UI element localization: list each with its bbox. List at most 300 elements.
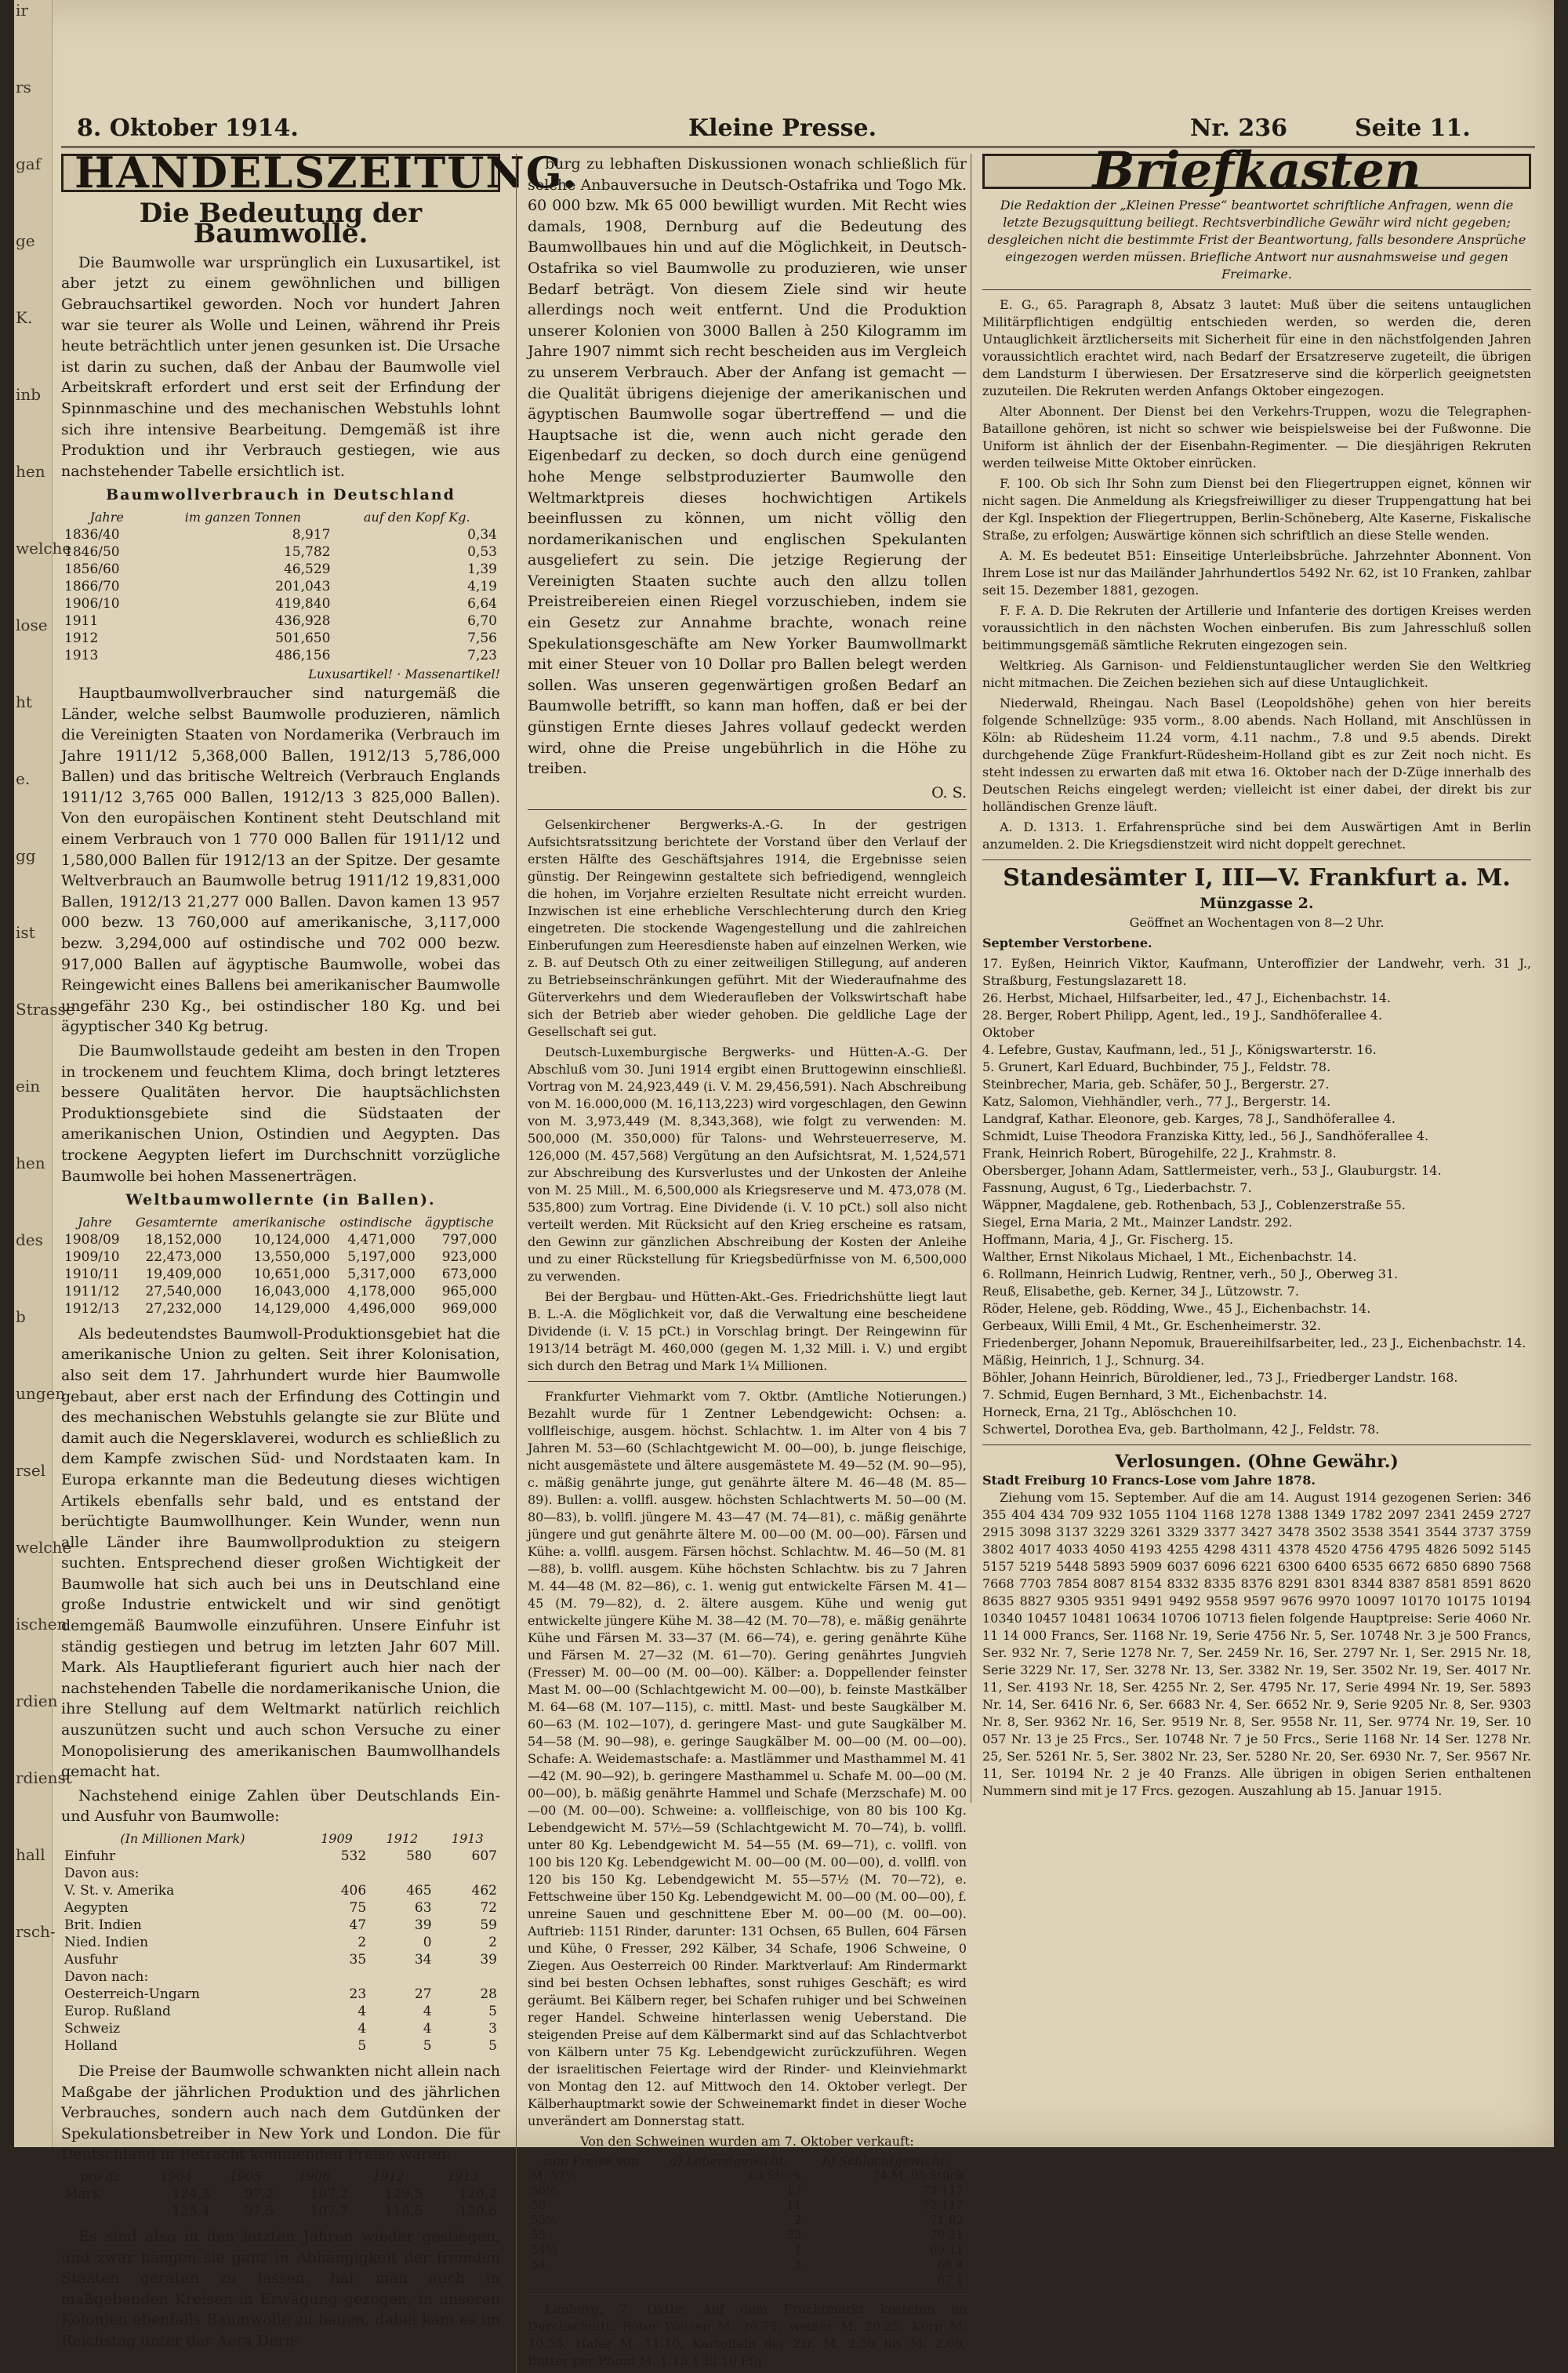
table-header-cell: zum Preise von [542,2153,639,2169]
table-cell: 19,409,000 [145,1266,222,1282]
margin-fragment: e. [16,769,31,788]
table-header-cell: Gesamternte [135,1214,218,1230]
death-entry: Mäßig, Heinrich, 1 J., Schnurg. 34. [982,1352,1205,1368]
margin-fragment: gaf [16,154,42,173]
table-cell: 1912 [64,630,99,646]
table-row [61,1899,500,1917]
table-cell: Einfuhr [64,1848,116,1864]
table-cell: 4 [423,2004,432,2019]
table-cell: 1909/10 [64,1248,120,1265]
table-cell: 27 [414,1986,432,2002]
table-cell [528,2273,653,2288]
table-header-cell: ägyptische [425,1214,494,1230]
section-masthead-briefkasten: Briefkasten [982,154,1531,189]
table-row [61,612,500,630]
table-row [61,2186,500,2203]
margin-fragment: K. [16,308,33,327]
table-cell: Davon nach: [64,1969,149,1985]
table-row [61,1986,500,2003]
margin-fragment: hen [16,1154,45,1172]
table-cell: 486,156 [275,647,331,663]
table-cell: 23 [786,2228,802,2243]
margin-fragment: inb [16,385,42,404]
margin-fragment: ischen [16,1615,67,1633]
table-cell: 18,152,000 [145,1231,222,1248]
briefkasten-entry: Alter Abonnent. Der Dienst bei den Verkehrs-Truppen, wozu die Telegraphen-Bataillone gehören, ist nicht so schwer wie beispielsweise bei der Fußwonne. Die Uniform ist ähnlich der der Eisenbahn-Regimenter. — Die diesjährigen Rekruten werden teilweise Mitte Oktober einrücken. [982,403,1531,471]
table-cell: 3 [793,2258,802,2273]
table-row [61,526,500,543]
table-row [61,595,500,612]
margin-fragment: des [16,1230,43,1249]
table-cell: 68 4 [937,2258,964,2273]
table-cell: 10,124,000 [253,1231,330,1248]
table-header-cell: (In Millionen Mark) [120,1831,245,1846]
table-cell: 97,5 [244,2203,274,2219]
margin-fragment: rs [16,78,31,96]
article-paragraph: burg zu lebhaften Diskussionen wonach schließlich für solche Anbauversuche in Deutsch-Ostafrika und Togo Mk. 60 000 bzw. Mk 65 000 bewilligt wurden. Mit Recht wies damals, 1908, Dernburg auf die Bedeutung des Baumwollbaues hin und auf die Möglichkeit, in Deutsch-Ostafrika so viel Baumwolle zu produzieren, wie unser Bedarf beträgt. Von diesem Ziele sind wir heute allerdings noch weit entfernt. Und die Produktion unserer Kolonien von 3000 Ballen à 250 Kilogramm im Jahre 1907 nimmt sich recht bescheiden aus im Vergleich zu unserem Verbrauch. Aber der Anfang ist gemacht — die Qualität übrigens diejenige der amerikanischen und ägyptischen Baumwolle sogar übertreffend — und die Hauptsache ist die, wenn auch nicht gerade den Eigenbedarf zu decken, so doch durch eine genügend hohe Menge selbstproduzierter Baumwolle den Weltmarktpreis dieses hochwichtigen Artikels beeinflussen zu können, um nicht völlig den nordamerikanischen und englischen Spekulanten ausgeliefert zu sein. Die jetzige Regierung der Vereinigten Staaten suchte auch den allzu tollen Preistreibereien einen Riegel vorzuschieben, indem sie ein Gesetz zur Annahme brachte, wonach reine Spekulationsgeschäfte am New Yorker Baumwollmarkt mit einer Steuer von 10 Dollar pro Ballen belegt werden sollen. Was unseren gegenwärtigen großen Bedarf an Baumwolle betrifft, so kann man hoffen, daß er bei der günstigen Ernte dieses Jahres vollauf gedeckt werden wird, ohne die Preise ungebührlich in die Höhe zu treiben. [528,155,967,778]
table-row [61,1300,500,1317]
table-cell: 107,2 [310,2186,349,2202]
briefkasten-entry: F. 100. Ob sich Ihr Sohn zum Dienst bei den Fliegertruppen eignet, können wir nicht sagen. Die Anmeldung als Kriegsfreiwilliger zu dieser Truppengattung hat bei der Kgl. Inspektion der Fliegertruppen, Berlin-Schöneberg, Alte Kaserne, Fiskalische Straße, zu erfolgen; Auswärtige können sich schriftlich an diese Stelle wenden. [982,475,1531,543]
table-cell: Ausfuhr [64,1952,118,1968]
table-header-cell: pro dz [79,2168,121,2184]
table-cell: 55½ [531,2213,557,2228]
table-cell: 201,043 [275,578,331,594]
table-cell: 15,782 [283,543,331,560]
table-cell: 7,23 [467,647,497,663]
table-cell: 1856/60 [64,561,120,577]
table-note-mass: Massenartikel! [405,666,500,681]
margin-fragment: gg [16,846,36,865]
standesamt-title: Standesämter I, III—V. Frankfurt a. M. [1003,863,1511,892]
table-row [61,578,500,595]
pig-sales-table [528,2153,967,2288]
table-cell: 27,232,000 [145,1300,222,1317]
table-cell: 1913 [64,647,99,663]
pig-table-title: Von den Schweinen wurden am 7. Oktober verkauft: [580,2134,914,2150]
table-cell: 97,2 [244,2186,274,2202]
table-cell: 72 [480,1900,497,1916]
table-cell: 4 [423,2021,432,2037]
table-cell: V. St. v. Amerika [64,1883,175,1899]
table-row [61,1951,500,1968]
table-cell: 67 1 [937,2273,964,2288]
table-header-cell: 1908 [298,2168,331,2184]
table-cell [304,1865,369,1882]
death-entry: Gerbeaux, Willi Emil, 4 Mt., Gr. Eschenheimerstr. 32. [982,1317,1322,1333]
table-cell: 74 M. 95 Stück [872,2168,964,2183]
table-cell: 969,000 [441,1300,497,1317]
consumption-table [61,509,500,664]
article-paragraph: Die Baumwolle war ursprünglich ein Luxusartikel, ist aber jetzt zu einem gewöhnlichen und billigen Gebrauchsartikel geworden. Noch vor hundert Jahren war sie teurer als Wolle und Leinen, während ihr Preis heute beträchtlich unter jenen gesunken ist. Die Ursache ist darin zu suchen, daß der Anbau der Baumwolle viel Arbeitskraft erfordert und erst seit der Erfindung der Spinnmaschine und des mechanischen Webstuhls lohnt sich ihre intensive Bearbeitung. Demgemäß ist ihre Produktion und ihr Verbrauch gestiegen, wie aus nachstehender Tabelle ersichtlich ist. [61,253,500,480]
margin-fragment: rdienst [16,1768,72,1787]
table-cell: 607 [471,1848,497,1864]
table-row [61,1968,500,1986]
table-cell: Schweiz [64,2021,121,2037]
deaths-list [982,955,1531,1438]
table-cell: 462 [471,1883,497,1899]
table-header-cell: im ganzen Tonnen [184,509,301,525]
table-cell [435,1865,500,1882]
table-row [528,2258,967,2273]
table-row [528,2228,967,2243]
death-entry: 28. Berger, Robert Philipp, Agent, led., 19 J., Sandhöferallee 4. [982,1007,1383,1023]
death-entry: Röder, Helene, geb. Rödding, Wwe., 45 J., Eichenbachstr. 14. [982,1300,1371,1316]
table-header-cell: 1913 [447,2168,479,2184]
table-cell: 1866/70 [64,578,120,594]
table-row [61,1248,500,1266]
death-entry: Steinbrecher, Maria, geb. Schäfer, 50 J., Bergerstr. 27. [982,1076,1330,1092]
table-row [61,630,500,647]
briefkasten-entry: Weltkrieg. Als Garnison- und Feldienstuntauglicher werden Sie den Weltkrieg nicht mitmachen. Die Zeichen beziehen sich auf diese Untauglichkeit. [982,657,1531,690]
newspaper-page [14,0,1554,2369]
table-header-cell: 1912 [386,1831,419,1846]
death-entry: 5. Grunert, Karl Eduard, Buchbinder, 75 J., Feldstr. 78. [982,1059,1331,1074]
margin-fragment: ir [16,1,28,20]
standesamt-hours: Geöffnet an Wochentagen von 8—2 Uhr. [1129,914,1385,930]
briefkasten-entries [982,296,1531,853]
table-cell: 125,4 [172,2203,210,2219]
table-row [528,2213,967,2228]
table-cell: 673,000 [441,1266,497,1282]
death-entry: Reuß, Elisabethe, geb. Kerner, 34 J., Lützowstr. 7. [982,1283,1299,1299]
table-cell: 4,178,000 [347,1283,416,1299]
header-issue-number: Nr. 236 [1190,114,1287,142]
table-row [61,2203,500,2220]
table-cell: 1836/40 [64,526,120,543]
death-entry: Fassnung, August, 6 Tg., Liederbachstr. 7. [982,1179,1252,1195]
table-cell: Mark [64,2186,100,2202]
header-paper-name: Kleine Presse. [688,114,877,142]
table-cell: 54 [531,2258,546,2273]
import-export-table [61,1830,500,2055]
table-cell: 55 [531,2228,546,2243]
table-cell: 39 [480,1952,497,1968]
table-cell: 5 [423,2038,432,2054]
article-paragraph: Die Baumwollstaude gedeiht am besten in den Tropen in trockenem und feuchtem Klima, doch bringt letzteres bessere Qualitäten hervor. Die hauptsächlichsten Produktionsgebiete sind die Südstaaten der amerikanischen Union, Ostindien und Aegypten. Das trockene Aegypten liefert im Durchschnitt vorzügliche Baumwolle bei hohen Massenerträgen. [61,1042,500,1185]
table-cell: 71 82 [930,2213,964,2228]
table-cell: 63 [414,1900,432,1916]
table-cell: 2 [358,1935,367,1950]
table-cell: 14,129,000 [253,1300,330,1317]
divider [528,809,967,810]
table-row [61,1266,500,1283]
table-title: Weltbaumwollernte (in Ballen). [125,1191,436,1209]
death-entry: 7. Schmid, Eugen Bernhard, 3 Mt., Eichenbachstr. 14. [982,1386,1327,1402]
section-masthead-handelszeitung: HANDELSZEITUNG. [61,154,500,192]
table-header-cell: 1905 [229,2168,262,2184]
table-header-cell: Jahre [78,1214,112,1230]
news-item: Limburg, 7. Oktbr. Auf dem Fruchtmarkt kosteten im Durchschnitt: Roter Weizen M. 20.75, weißer M. 20.25, Korn M. 10.55, Hafer M. 11.10, Kartoffeln der Ztr. M. 2.50 bis M. 2.60, Butter per Pfund M. 1.15 1 Ei 10 Pfg. [528,2302,967,2369]
death-entry: Katz, Salomon, Viehhändler, verh., 77 J., Bergerstr. 14. [982,1093,1331,1109]
table-cell: 59 [480,1917,497,1933]
divider [982,859,1531,860]
table-cell: 47 [349,1917,367,1933]
table-cell: 1,39 [467,561,497,577]
table-cell: 69 11 [930,2243,964,2258]
table-note-luxury: Luxusartikel! [308,666,394,681]
table-cell: 124,3 [172,2186,210,2202]
margin-fragment: welche [16,539,72,558]
table-header-cell: ostindische [339,1214,412,1230]
death-entry: Hoffmann, Maria, 4 J., Gr. Fischerg. 15. [982,1231,1234,1247]
table-cell: 923,000 [441,1248,497,1265]
header-page-number: Seite 11. [1355,114,1471,142]
table-header-cell: 1913 [451,1831,484,1846]
table-row [61,1934,500,1951]
table-cell: 1906/10 [64,595,120,612]
table-cell: 10,651,000 [253,1266,330,1282]
death-entry: Wäppner, Magdalene, geb. Rothenbach, 53 J., Coblenzerstraße 55. [982,1197,1406,1212]
table-cell: 4 [358,2021,367,2037]
table-cell: 34 [414,1952,432,1968]
table-row [61,1865,500,1882]
margin-fragment: rsch- [16,1922,56,1941]
table-cell: 5 [358,2038,367,2054]
table-cell: 130,6 [459,2203,497,2219]
table-cell: 4,19 [467,578,497,594]
table-header-cell: Jahre [89,509,124,525]
death-entry: Landgraf, Kathar. Eleonore, geb. Karges, 78 J., Sandhöferallee 4. [982,1110,1396,1126]
table-cell: 465 [406,1883,432,1899]
article-signature: O. S. [931,783,967,801]
margin-fragment: ein [16,1077,41,1096]
column-3 [971,141,1531,1803]
table-header-cell: 1904 [160,2168,192,2184]
table-cell: 72 117 [922,2198,964,2213]
column-1: HANDELSZEITUNG. Die Bedeutung der Baumwolle. Die Baumwolle war ursprünglich ein Luxusartikel, ist aber jetzt zu einem gewöhnlichen und billigen Gebrauchsartikel geworden. Noch vor hundert Jahren war sie teurer als Wolle und Leinen, während ihr Preis heute beträchtlich unter jenen gesunken ist. Die Ursache ist darin zu suchen, daß der Anbau der Baumwolle viel Arbeitskraft erfordert und erst seit der Erfindung der Spinnmaschine und des mechanischen Webstuhls lohnt sich ihre intensive Bearbeitung. Demgemäß ist ihre Produktion und ihr Verbrauch gestiegen, wie aus nachstehender Tabelle ersichtlich ist. Baumwollverbrauch in Deutschland Jahre im ganzen Tonnen auf den Kopf Kg. 1836/40 8,917 0,34 1846/50 15,782 0,53 1856/60 46,529 1,39 1866/70 201,043 4,19 1906/10 419,840 6,64 1911 436,928 6,70 1912 501,650 7,56 1913 486,156 7,23 Luxusartikel! · Massenartikel! Hauptbaumwollverbraucher sind naturgemäß die Länder, welche selbst Baumwolle produzieren, nämlich die Vereinigten Staaten von Nordamerika (Verbrauch im Jahre 1911/12 5,368,000 Ballen, 1912/13 5,786,000 Ballen) und das britische Weltreich (Verbrauch Englands 1911/12 3,765 000 Ballen, 1912/13 3 825,000 Ballen). Von den europäischen Kontinent steht Deutschland mit einem Verbrauch von 1 770 000 Ballen für 1911/12 und 1,580,000 Ballen für 1912/13 an der Spitze. Der gesamte Weltverbrauch an Baumwolle betrug 1911/12 19,831,000 Ballen, 1912/13 21,277 000 Ballen. Davon kamen 13 957 000 bezw. 13 760,000 auf amerikanische, 3,117,000 bezw. 3,294,000 auf ostindische und 702 000 bezw. 917,000 Ballen auf ägyptische Baumwolle, wobei das Reingewicht eines Ballens bei amerikanischer Baumwolle ungefähr 230 Kg., bei ostindischer 180 Kg. und bei ägyptischer 340 Kg betrug. Die Baumwollstaude gedeiht am besten in den Tropen in trockenem und feuchtem Klima, doch bringt letzteres bessere Qualitäten hervor. Die hauptsächlichsten Produktionsgebiete sind die Südstaaten der amerikanischen Union, Ostindien und Aegypten. Das trockene Aegypten liefert im Durchschnitt vorzügliche Baumwolle bei hohen Massenerträgen. Weltbaumwollernte (in Ballen). Jahre Gesamternte amerikanische ostindische ägyptische 1908/09 18,152,000 10,124,000 4,471,000 797,000 1909/10 22,473,000 13,550,000 5,197,000 923,000 1910/11 19,409,000 10,651,000 5,317,000 673,000 1911/12 27,540,000 16,043,000 4,178,000 965,000 1912/13 27,232,000 14,129,000 4,496,000 969,000 Als bedeutendstes Baumwoll-Produktionsgebiet hat die amerikanische Union zu gelten. Seit ihrer Kolonisation, also seit dem 17. Jahrhundert wurde hier Baumwolle gebaut, aber erst nach der Erfindung des Cottingin und des mechanischen Webstuhls gelangte sie zur Blüte und damit auch die Negersklaverei, wodurch es schließlich zu dem Kampfe zwischen Süd- und Nordstaaten kam. In Europa erkannte man die Bedeutung dieses wichtigen Artikels ebenfalls sehr bald, und es entstand der berüchtigte Baumwollhunger. Kein Wunder, wenn nun alle Länder ihre Baumwollproduktion zu steigern suchten. Entsprechend dieser großen Wichtigkeit der Baumwolle hat sich auch bei uns in Deutschland eine große Industrie entwickelt und wir sind genötigt demgemäß Baumwolle einzuführen. Unsere Einfuhr ist ständig gestiegen und betrug im letzten Jahr 607 Mill. Mark. Als Hauptlieferant figuriert auch hier nach der nachstehenden Tabelle die nordamerikanische Union, die ihre Stellung auf dem Weltmarkt natürlich reichlich auszunützen sucht und auch schon Versuche zu einer Monopolisierung des amerikanischen Baumwollhandels gemacht hat. Nachstehend einige Zahlen über Deutschlands Ein- und Ausfuhr von Baumwolle: (In Millionen Mark) 1909 1912 1913 Einfuhr 532 580 607 Davon aus: V. St. v. Amerika 406 465 462 Aegypten 75 63 72 Brit. Indien 47 39 59 Nied. Indien 2 0 2 Ausfuhr 35 34 39 Davon nach: Oesterreich-Ungarn 23 27 28 Europ. Rußland 4 4 5 Schweiz 4 4 3 Holland 5 5 5 Die Preise der Baumwolle schwankten nicht allein nach Maßgabe der jährlichen Produktion und des jährlichen Verbrauches, sondern auch nach dem Gutdünken der Spekulationsbetreiber in New York und London. Die für Deutschland in Betracht kommenden Preise waren: pro dz 1904 1905 1908 1912 1913 Mark 124,3 97,2 107,2 129,5 120,2 125,4 97,5 107,7 118,5 130,6 Es sind also in den letzten Jahren wieder gestiegen, und zwar hängen sie ganz in Abhängigkeit der fremden Staaten geraten zu lassen, hat man auch in maßgebenden Kreisen in Erwägung gezogen, in unseren Kolonien ebenfalls Baumwolle zu bauen, dabei kam es im Reichstag unter der Aera Dern- [61,154,500,2355]
table-cell: 0 [423,1935,432,1950]
price-table [61,2168,500,2220]
death-entry: 26. Herbst, Michael, Hilfsarbeiter, led., 47 J., Eichenbachstr. 14. [982,990,1392,1005]
death-entry: Frank, Heinrich Robert, Bürogehilfe, 22 J., Krahmstr. 8. [982,1145,1337,1161]
table-cell: 436,928 [275,612,331,629]
table-cell: 4 [358,2004,367,2019]
table-cell: 6,64 [467,595,497,612]
market-report: Frankfurter Viehmarkt vom 7. Oktbr. (Amtliche Notierungen.) Bezahlt wurde für 1 Zentner Lebendgewicht: Ochsen: a. vollfleischige, ausgem. höchst. Schlachtw. 1. im Alter von 4 bis 7 Jahren M. 53—60 (Schlachtgewicht M. 00—00), b. junge fleischige, nicht ausgemästete und ältere ausgemästete M. 49—52 (M. 90—95), c. mäßig genährte junge, gut genährte ältere M. 46—48 (M. 85—89). Bullen: a. vollfl. ausgew. höchsten Schlachtwerts M. 50—00 (M. 80—83), b. vollfl. jüngere M. 43—47 (M. 74—81), c. mäßig genährte jüngere und gut genährte ältere M. 00—00 (M. 00—00). Färsen und Kühe: a. vollfl. ausgem. Färsen höchst. Schlachtw. M. 46—50 (M. 81—88), b. vollfl. ausgem. Kühe höchsten Schlachtw. bis zu 7 Jahren M. 44—48 (M. 82—86), c. 1. wenig gut entwickelte Färsen M. 41—45 (M. 79—82), d. 2. ältere ausgem. Kühe und wenig gut entwickelte jüngere Kühe M. 38—42 (M. 70—78), e. mäßig genährte Kühe und Färsen M. 33—37 (M. 66—74), e. gering genährte Kühe und Färsen M. 27—32 (M. 61—70). Gering genährtes Jungvieh (Fresser) M. 00—00 (M. 00—00). Kälber: a. Doppellender feinster Mast M. 00—00 (Schlachtgewicht M. 00—00), b. feinste Mastkälber M. 64—68 (M. 107—115), c. mittl. Mast- und beste Saugkälber M. 60—63 (M. 102—107), d. geringere Mast- und gute Saugkälber M. 54—58 (M. 90—98), e. geringe Saugkälber M. 00—00 (M. 00—00). Schafe: A. Weidemastschafe: a. Mastlämmer und Masthammel M. 41—42 (M. 90—92), b. geringere Masthammel u. Schafe M. 00—00 (M. 00—00), b. mäßig genährte Hammel und Schafe (Merzschafe) M. 00—00 (M. 00—00). Schweine: a. vollfleischige, von 80 bis 100 Kg. Lebendgewicht M. 57½—59 (Schlachtgewicht M. 70—74), b. vollfl. unter 80 Kg. Lebendgewicht M. 54—55 (M. 69—71), c. vollfl. von 100 bis 120 Kg. Lebendgewicht M. 00—00 (M. 00—00), d. vollfl. von 120 bis 150 Kg. Lebendgewicht M. 55—57½ (M. 70—72), e. Fettschweine über 150 Kg. Lebendgewicht M. 00—00 (M. 00—00), f. unreine Sauen und geschnittene Eber M. 00—00 (M. 00—00). Auftrieb: 1151 Rinder, darunter: 131 Ochsen, 65 Bullen, 604 Färsen und Kühe, 0 Fresser, 292 Kälber, 34 Schafe, 1906 Schweine, 0 Ziegen. Aus Oesterreich 00 Rinder. Marktverlauf: Am Rindermarkt sind bei besten Ochsen lebhaftes, sonst ruhiges Geschäft; es wird geräumt. Bei Kälbern reger, bei Schafen ruhiger und bei Schweinen reger Handel. Schweine hinterlassen wenig Ueberstand. Die steigenden Preise auf dem Kälbermarkt sind auf das Schlachtverbot von Kälbern unter 75 Kg. Lebendgewicht zurückzuführen. Wegen der israelitischen Feiertage wird der Rinder- und Kleinviehmarkt von Montag den 12. auf Mittwoch den 14. Oktober verlegt. Der Kälberhauptmarkt sowie der Schweinemarkt findet in dieser Woche unverändert am Donnerstag statt. [528,1389,967,2129]
article-paragraph: Es sind also in den letzten Jahren wieder gestiegen, und zwar hängen sie ganz in Abhängigkeit der fremden Staaten geraten zu lassen, hat man auch in maßgebenden Kreisen in Erwägung gezogen, in unseren Kolonien ebenfalls Baumwolle zu bauen, dabei kam es im Reichstag unter der Aera Dern- [61,2227,500,2349]
margin-fragment: rsel [16,1461,46,1480]
lottery-title: Verlosungen. (Ohne Gewähr.) [1115,1451,1399,1472]
table-cell: 120,2 [459,2186,497,2202]
briefkasten-entry: Niederwald, Rheingau. Nach Basel (Leopoldshöhe) gehen von hier bereits folgende Schnellzüge: 935 vorm., 8.00 abends. Nach Holland, mit Anschlüssen in Köln: ab Rüdesheim 11.24 vorm, 4.11 nachm., 7.8 und 9.5 abends. Direkt durchgehende Züge Frankfurt-Rüdesheim-Holland gibt es zur Zeit noch nicht. Es steht indessen zu erwarten daß mit etwa 16. Oktober nach der D-Züge innerhalb des Deutschen Reichs eingelegt werden; vielleicht ist einer dabei, der direkt bis zur holländischen Grenze läuft. [982,695,1531,814]
margin-fragment: b [16,1307,26,1326]
table-cell: 3 [488,2021,497,2037]
article-title-baumwolle: Die Bedeutung der Baumwolle. [139,197,423,250]
margin-fragment: lose [16,616,48,634]
table-row [61,1882,500,1899]
table-cell: 0,53 [467,543,497,560]
article-paragraph: Nachstehend einige Zahlen über Deutschlands Ein- und Ausfuhr von Baumwolle: [61,1786,500,1826]
death-entry: 17. Eyßen, Heinrich Viktor, Kaufmann, Unteroffizier der Landwehr, verh. 31 J., Straßburg, Festungslazarett 18. [982,955,1531,988]
table-cell: 1908/09 [64,1231,120,1248]
death-entry: Siegel, Erna Maria, 2 Mt., Mainzer Landstr. 292. [982,1214,1293,1230]
death-entry: Friedenberger, Johann Nepomuk, Brauereihilfsarbeiter, led., 23 J., Eichenbachstr. 14. [982,1335,1526,1350]
table-row [61,2020,500,2037]
table-cell: 118,5 [384,2203,423,2219]
table-title: Baumwollverbrauch in Deutschland [106,486,456,504]
table-cell: 1912/13 [64,1300,120,1317]
table-row [61,647,500,664]
briefkasten-entry: E. G., 65. Paragraph 8, Absatz 3 lautet: Muß über die seitens untauglichen Militärpflichtigen endgültig entschieden werden, so werden die, deren Untauglichkeit ärztlicherseits mit Sicherheit für eine in den nächstfolgenden Jahren voraussichtlich erachtet wird, nach Bedarf der Ersatzreserve zugeteilt, die übrigen dem Landsturm I überwiesen. Der Ersatzreserve sind die körperlich geeignetsten zuzuteilen. Die Rekruten werden Anfangs Oktober eingezogen. [982,296,1531,398]
briefkasten-entry: F. F. A. D. Die Rekruten der Artillerie und Infanterie des dortigen Kreises werden voraussichtlich in den nächsten Wochen einberufen. Bis zum Jahresschluß sollen beitimmungsgemäß sämtliche Rekruten eingezogen sein. [982,602,1531,652]
table-cell [435,1968,500,1986]
table-cell: 532 [340,1848,367,1864]
table-row [528,2168,967,2183]
table-cell: 70 21 [930,2228,964,2243]
table-cell: 2 [488,1935,497,1950]
table-cell: 797,000 [441,1231,497,1248]
table-row [61,1848,500,1865]
article-paragraph: Hauptbaumwollverbraucher sind naturgemäß die Länder, welche selbst Baumwolle produzieren, nämlich die Vereinigten Staaten von Nordamerika (Verbrauch im Jahre 1911/12 5,368,000 Ballen, 1912/13 5,786,000 Ballen) und das britische Weltreich (Verbrauch Englands 1911/12 3,765 000 Ballen, 1912/13 3 825,000 Ballen). Von den europäischen Kontinent steht Deutschland mit einem Verbrauch von 1 770 000 Ballen für 1911/12 und 1,580,000 Ballen für 1912/13 an der Spitze. Der gesamte Weltverbrauch an Baumwolle betrug 1911/12 19,831,000 Ballen, 1912/13 21,277 000 Ballen. Davon kamen 13 957 000 bezw. 13 760,000 auf amerikanische, 3,117,000 bezw. 3,294,000 auf ostindische und 702 000 bezw. 917,000 Ballen auf ägyptische Baumwolle, wobei das Reingewicht eines Ballens bei amerikanischer Baumwolle ungefähr 230 Kg., bei ostindischer 180 Kg. und bei ägyptischer 340 Kg betrug. [61,684,500,1036]
table-cell: 5 [488,2004,497,2019]
table-cell [304,1968,369,1986]
table-cell: Europ. Rußland [64,2004,171,2019]
margin-fragment: ungen [16,1384,66,1403]
table-row [61,1917,500,1934]
table-row [61,2037,500,2055]
table-cell: 35 [349,1952,367,1968]
death-entry: Schwertel, Dorothea Eva, geb. Bartholmann, 42 J., Feldstr. 78. [982,1421,1380,1437]
table-row [528,2273,967,2288]
table-header-cell: 1909 [321,1831,353,1846]
table-cell: 406 [340,1883,367,1899]
table-cell: Davon aus: [64,1866,140,1881]
table-cell: 56 [531,2198,546,2213]
table-cell: 129,5 [384,2186,423,2202]
death-entry: 6. Rollmann, Heinrich Ludwig, Rentner, verh., 50 J., Oberweg 31. [982,1266,1399,1281]
table-cell: 73 117 [922,2183,964,2198]
table-row [61,1231,500,1248]
table-row [528,2198,967,2213]
table-cell: 4,471,000 [347,1231,416,1248]
table-cell: 0,34 [467,526,497,543]
lottery-text: Ziehung vom 15. September. Auf die am 14. August 1914 gezogenen Serien: 346 355 404 434 709 932 1055 1104 1168 1278 1388 1349 1782 2097 2341 2459 2727 2915 3098 3137 3229 3261 3329 3377 3427 3478 3502 3538 3541 3544 3737 3759 3802 4017 4033 4050 4193 4255 4298 4311 4378 4520 4756 4795 4826 5092 5145 5157 5219 5448 5893 5909 6037 6096 6221 6300 6400 6535 6672 6850 6890 7568 7668 7703 7854 8087 8154 8332 8335 8376 8291 8301 8344 8387 8581 8591 8620 8635 8827 9305 9351 9491 9492 9558 9597 9676 9970 10097 10170 10175 10194 10340 10457 10481 10634 10706 10713 fielen folgende Hauptpreise: Serie 4060 Nr. 11 14 000 Francs, Ser. 1168 Nr. 19, Serie 4756 Nr. 5, Ser. 10748 Nr. 3 je 500 Francs, Ser. 932 Nr. 7, Serie 1278 Nr. 7, Ser. 2459 Nr. 16, Ser. 2797 Nr. 1, Ser. 2915 Nr. 18, Serie 3229 Nr. 17, Ser. 3278 Nr. 13, Ser. 3382 Nr. 19, Ser. 3502 Nr. 19, Ser. 4017 Nr. 11, Ser. 4193 Nr. 18, Ser. 4255 Nr. 2, Ser. 4795 Nr. 17, Serie 4994 Nr. 19, Ser. 5893 Nr. 14, Ser. 6416 Nr. 6, Ser. 6683 Nr. 4, Ser. 6652 Nr. 9, Serie 9205 Nr. 8, Ser. 9303 Nr. 8, Ser. 9362 Nr. 16, Ser. 9519 Nr. 8, Ser. 9558 Nr. 11, Ser. 9774 Nr. 19, Ser. 10 057 Nr. 13 je 25 Frcs., Ser. 10748 Nr. 7 je 50 Frcs., Serie 1168 Nr. 14 Ser. 1278 Nr. 25, Ser. 5261 Nr. 5, Ser. 3802 Nr. 23, Ser. 5280 Nr. 20, Ser. 6930 Nr. 7, Ser. 9567 Nr. 11, Ser. 10194 Nr. 2 je 40 Franzs. Alle übrigen in obigen Serien enthaltenen Nummern sind mit je 17 Frcs. gezogen. Auszahlung ab 15. Januar 1915. [982,1490,1531,1799]
table-header-cell: auf den Kopf Kg. [363,509,470,525]
table-cell [369,1865,434,1882]
death-entry: 4. Lefebre, Gustav, Kaufmann, led., 51 J., Königswarterstr. 16. [982,1041,1377,1057]
table-cell: 28 [480,1986,497,2002]
table-header-cell: b) Schlachtgewicht: [822,2153,949,2169]
table-cell: 580 [406,1848,432,1864]
table-cell: 39 [414,1917,432,1933]
table-row [528,2243,967,2258]
death-entry: Schmidt, Luise Theodora Franziska Kitty, led., 56 J., Sandhöferallee 4. [982,1128,1429,1143]
margin-fragment: hall [16,1845,45,1864]
news-item: Bei der Bergbau- und Hütten-Akt.-Ges. Friedrichshütte liegt laut B. L.-A. die Möglichkeit vor, daß die Verwaltung eine bescheidene Dividende (i. V. 15 pCt.) in Vorschlag bringt. Der Reingewinn für 1913/14 beträgt M. 460,000 (gegen M. 1,32 Mill. i. V.) und ergibt sich durch den Betrag und Mark 1¼ Millionen. [528,1289,967,1374]
table-cell: 2 [793,2213,802,2228]
table-cell [61,2203,139,2220]
death-entry: Obersberger, Johann Adam, Sattlermeister, verh., 53 J., Glauburgstr. 14. [982,1162,1442,1178]
divider [528,1381,967,1382]
table-header-cell: amerikanische [232,1214,326,1230]
margin-fragment: Strasse [16,1000,75,1019]
deaths-label: September Verstorbene. [982,935,1152,950]
table-header-cell: 1912 [372,2168,405,2184]
briefkasten-entry: A. D. 1313. 1. Erfahrensprüche sind bei dem Auswärtigen Amt in Berlin anzumelden. 2. Die Kriegsdienstzeit wird nicht doppelt gerechnet. [982,819,1531,852]
table-cell [653,2273,804,2288]
table-row [61,543,500,561]
table-cell: Brit. Indien [64,1917,142,1933]
column-2 [516,154,967,2373]
table-cell: 27,540,000 [145,1283,222,1299]
table-cell: 1 [793,2243,802,2258]
standesamt-address: Münzgasse 2. [1200,895,1314,913]
table-row [528,2183,967,2198]
table-cell: 63 Stück [749,2168,802,2183]
adjacent-page-margin [14,0,75,2147]
table-cell: Oesterreich-Ungarn [64,1986,200,2002]
table-cell: 1911/12 [64,1283,120,1299]
margin-fragment: ist [16,923,35,942]
table-cell: M. 57½ [531,2168,577,2183]
death-entry: Walther, Ernst Nikolaus Michael, 1 Mt., Eichenbachstr. 14. [982,1248,1357,1264]
table-row [61,1283,500,1300]
table-cell: 107,7 [310,2203,349,2219]
table-cell: 11 [786,2198,802,2213]
table-cell: 6,70 [467,612,497,629]
table-cell: 54½ [531,2243,557,2258]
divider [528,2294,967,2295]
death-entry: Horneck, Erna, 21 Tg., Ablöschchen 10. [982,1404,1237,1419]
table-cell: Aegypten [64,1900,129,1916]
table-cell: Nied. Indien [64,1935,149,1950]
header-date: 8. Oktober 1914. [77,114,299,142]
news-item: Deutsch-Luxemburgische Bergwerks- und Hütten-A.-G. Der Abschluß vom 30. Juni 1914 ergibt einen Bruttogewinn einschließl. Vortrag von M. 24,923,449 (i. V. M. 29,456,591). Nach Abschreibung von M. 16.000,000 (M. 16,113,223) wird vorgeschlagen, den Gewinn von M. 3,973,449 (M. 8,343,368), wie folgt zu verwenden: M. 500,000 (M. 350,000) für Talons- und Wehrsteuerreserve, M. 126,000 (M. 457,568) Vergütung an den Aufsichtsrat, M. 1,524,571 zur Abschreibung des Kursverlustes und der Unkosten der Anleihe von M. 25 Mill., M. 6,500,000 als Kriegsreserve und M. 473,078 (M. 535,800) zum Vortrag. Eine Dividende (i. V. 10 pCt.) soll also nicht verteilt werden. Mit Rücksicht auf den Krieg erscheine es ratsam, den Gewinn zur gänzlichen Abschreibung der Kosten der Anleihe und zu einer Rückstellung für Kriegsbedürfnisse von M. 6,500,000 zu verwenden. [528,1045,967,1285]
lottery-subtitle: Stadt Freiburg 10 Francs-Lose vom Jahre 1878. [982,1473,1316,1488]
briefkasten-entry: A. M. Es bedeutet B51: Einseitige Unterleibsbrüche. Jahrzehnter Abonnent. Von Ihrem Lose ist nur das Mailänder Jahrhundertlos 5492 Nr. 62, ist 10 Franken, zahlbar seit 15. Dezember 1881, gezogen. [982,547,1531,598]
death-entry: Oktober [982,1024,1035,1040]
table-cell: 1846/50 [64,543,120,560]
margin-fragment: ht [16,692,32,711]
article-paragraph: Als bedeutendstes Baumwoll-Produktionsgebiet hat die amerikanische Union zu gelten. Seit ihrer Kolonisation, also seit dem 17. Jahrhundert wurde hier Baumwolle gebaut, aber erst nach der Erfindung des Cottingin und des mechanischen Webstuhls gelangte sie zur Blüte und damit auch die Negersklaverei, wodurch es schließlich zu dem Kampfe zwischen Süd- und Nordstaaten kam. In Europa erkannte man die Bedeutung dieses wichtigen Artikels ebenfalls sehr bald, und es entstand der berüchtigte Baumwollhunger. Kein Wunder, wenn nun alle Länder ihre Baumwollproduktion zu steigern suchten. Entsprechend dieser großen Wichtigkeit der Baumwolle hat sich auch bei uns in Deutschland eine große Industrie entwickelt und wir sind genötigt demgemäß Baumwolle einzuführen. Unsere Einfuhr ist ständig gestiegen und betrug im letzten Jahr 607 Mill. Mark. Als Hauptlieferant figuriert auch hier nach der nachstehenden Tabelle die nordamerikanische Union, die ihre Stellung auf dem Weltmarkt natürlich reichlich auszunützen sucht und auch schon Versuche zu einer Monopolisierung des amerikanischen Baumwollhandels gemacht hat. [61,1325,500,1781]
table-cell: 8,917 [292,526,331,543]
table-cell: 5,197,000 [347,1248,416,1265]
table-cell: 22,473,000 [145,1248,222,1265]
table-cell: 5,317,000 [347,1266,416,1282]
table-cell: 16,043,000 [253,1283,330,1299]
table-cell: 1911 [64,612,99,629]
world-harvest-table [61,1214,500,1317]
table-cell: 13 [786,2183,802,2198]
margin-fragment: welche [16,1538,72,1557]
briefkasten-notice: Die Redaktion der „Kleinen Presse“ beantwortet schriftliche Anfragen, wenn die letzte Bezugsquittung beiliegt. Rechtsverbindliche Gewähr wird nicht gegeben; desgleichen nicht die bestimmte Frist der Beantwortung, falls besondere Ansprüche eingezogen werden müssen. Briefliche Antwort nur ausnahmsweise und gegen Freimarke. [987,197,1526,282]
margin-fragment: ge [16,231,35,250]
table-cell: 4,496,000 [347,1300,416,1317]
margin-fragment: rdien [16,1692,58,1710]
table-cell: 13,550,000 [253,1248,330,1265]
death-entry: Böhler, Johann Heinrich, Büroldiener, led., 73 J., Friedberger Landstr. 168. [982,1369,1458,1385]
table-cell: 46,529 [283,561,331,577]
article-paragraph: Die Preise der Baumwolle schwankten nicht allein nach Maßgabe der jährlichen Produktion und des jährlichen Verbrauches, sondern auch nach dem Gutdünken der Spekulationsbetreiber in New York und London. Die für Deutschland in Betracht kommenden Preise waren: [61,2062,500,2164]
table-cell: 1910/11 [64,1266,120,1282]
table-row [61,2003,500,2020]
table-cell [369,1968,434,1986]
table-row [61,561,500,578]
table-cell: 75 [349,1900,367,1916]
table-cell: 965,000 [441,1283,497,1299]
margin-fragment: hen [16,462,45,481]
table-cell: 7,56 [467,630,497,646]
table-cell: Holland [64,2038,118,2054]
table-cell: 419,840 [275,595,331,612]
table-cell: 56½ [531,2183,557,2198]
table-header-cell: a) Lebendgewicht: [670,2153,789,2169]
table-cell: 5 [488,2038,497,2054]
table-cell: 23 [349,1986,367,2002]
table-cell: 501,650 [275,630,331,646]
news-item: Gelsenkirchener Bergwerks-A.-G. In der gestrigen Aufsichtsratssitzung berichtete der Vorstand über den Verlauf der ersten Hälfte des Geschäftsjahres 1914, die Ergebnisse seien günstig. Der Reingewinn gestaltete sich befriedigend, wenngleich die hohen, im Vorjahre erzielten Resultate nicht erreicht wurden. Inzwischen ist eine erhebliche Verschlechterung durch den Krieg eingetreten. Die stockende Wagengestellung und die zahlreichen Einberufungen zum Heeresdienste haben auf einzelnen Werken, wie z. B. auf Deutsch Oth zu einer zeitweiligen Stillegung, auf anderen zu Betriebseinschränkungen geführt. Mit der Wiederaufnahme des Güterverkehrs und dem Wiederaufleben der Volkswirtschaft habe sich der Betrieb aber wieder gehoben. Die geldliche Lage der Gesellschaft sei gut. [528,817,967,1040]
